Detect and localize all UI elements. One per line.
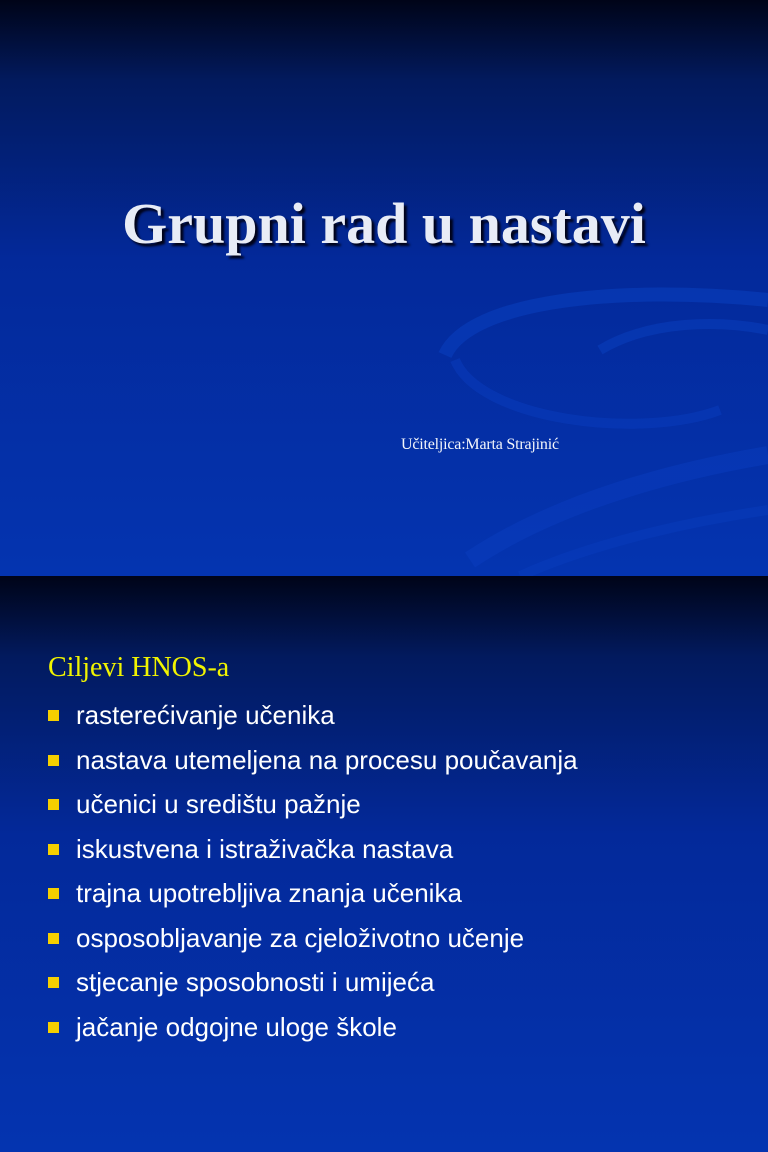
bullet-text: trajna upotrebljiva znanja učenika bbox=[76, 878, 462, 908]
square-bullet-icon bbox=[48, 977, 59, 988]
bullet-text: učenici u središtu pažnje bbox=[76, 789, 361, 819]
slide-title: Grupni rad u nastavi bbox=[122, 191, 646, 256]
square-bullet-icon bbox=[48, 799, 59, 810]
square-bullet-icon bbox=[48, 755, 59, 766]
bullet-text: osposobljavanje za cjeloživotno učenje bbox=[76, 922, 525, 953]
square-bullet-icon bbox=[48, 844, 59, 855]
bullet-text: iskustvena i istraživačka nastava bbox=[76, 833, 454, 864]
content-slide bbox=[0, 576, 768, 1152]
square-bullet-icon bbox=[48, 933, 59, 944]
bullet-text: rasterećivanje učenika bbox=[76, 700, 335, 730]
author-name: Učiteljica:Marta Strajinić bbox=[401, 436, 559, 453]
square-bullet-icon bbox=[48, 710, 59, 721]
bullet-text: stjecanje sposobnosti i umijeća bbox=[76, 967, 435, 997]
square-bullet-icon bbox=[48, 888, 59, 899]
square-bullet-icon bbox=[48, 1022, 59, 1033]
bullet-text: nastava utemeljena na procesu poučavanja bbox=[76, 744, 578, 775]
slide-heading: Ciljevi HNOS-a bbox=[48, 652, 230, 683]
bullet-text: jačanje odgojne uloge škole bbox=[76, 1011, 397, 1042]
